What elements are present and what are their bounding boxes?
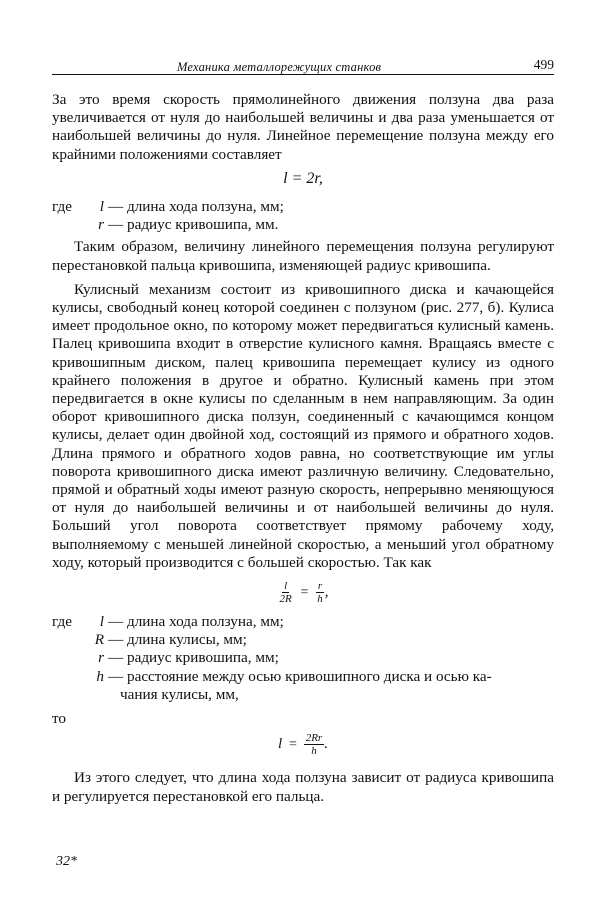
def-symbol: h <box>96 667 104 685</box>
def-symbol: l <box>99 613 104 631</box>
definition-row <box>52 216 554 234</box>
defs-lead: где <box>52 613 72 631</box>
paragraph-3: Кулисный механизм состоит из кривошипного диска и качающейся кулисы, свободный конец которой соединен с ползуном (рис. 277, б). Кулиса имеет продольное окно, по которому может передвигаться кулисный камень. Палец кривошипа входит в отверстие кулисного камня. Вращаясь вместе с кривошипным диском, палец кривошипа перемещает кулису из одного крайнего положения в другое и обратно. Кулисный камень при этом передвигается в окне кулисы по сделанным в нем направляющим. За один оборот кривошипного диска ползун, соединенный с качающимся концом кулисы, делает один двойной ход, состоящий из прямого и обратного ходов. Длина прямого и обратного ходов равна, но соответствующие им углы поворота кривошипного диска имеют различную величину. Следовательно, прямой и обратный ходы имеют разную скорость, непрерывно меняющуюся от нуля до наибольшей величины и от наибольшей величины до нуля. Больший угол поворота соответствует прямому рабочему ходу, выполняемому с меньшей линейной скоростью, а меньший угол обратному ходу, который производится с большей скоростью. Так как <box>52 280 554 571</box>
running-header <box>52 54 554 75</box>
def-text: — длина хода ползуна, мм; <box>108 198 284 216</box>
def-symbol: r <box>98 649 104 667</box>
formula-stroke-length: l = 2r, <box>283 169 323 187</box>
def-text-continuation: чания кулисы, мм, <box>120 685 239 703</box>
paragraph-4: Из этого следует, что длина хода ползуна зависит от радиуса кривошипа и регулируется перестановкой его пальца. <box>52 769 554 805</box>
paragraph-1: За это время скорость прямолинейного движения ползуна два раза увеличивается от нуля до наибольшей величины и два раза уменьшается от наибольшей величины до нуля. Линейное перемещение ползуна между его крайними положениями составляет <box>52 91 554 163</box>
definition-continuation <box>52 686 554 704</box>
def-symbol: r <box>98 216 104 234</box>
fraction-denominator: h <box>317 593 323 606</box>
conjunction: то <box>52 710 67 728</box>
definition-row <box>52 613 554 631</box>
definition-row <box>52 649 554 667</box>
fraction-denominator: h <box>311 745 317 758</box>
signature-mark: 32* <box>56 854 77 869</box>
definitions-1 <box>52 198 554 234</box>
def-text: — радиус кривошипа, мм; <box>108 649 279 667</box>
def-text: — длина хода ползуна, мм; <box>108 613 284 631</box>
fraction-numerator: l <box>284 580 288 593</box>
definition-row <box>52 668 554 686</box>
page-number: 499 <box>533 57 554 72</box>
formula-lhs: l <box>278 736 283 753</box>
formula-ratio <box>52 580 554 605</box>
equals-sign: = <box>300 585 309 601</box>
fraction-lhs <box>277 580 293 605</box>
page <box>52 54 554 806</box>
fraction-result <box>304 732 325 757</box>
def-text: — длина кулисы, мм; <box>108 631 247 649</box>
def-text: — радиус кривошипа, мм. <box>108 216 279 234</box>
def-text: — расстояние между осью кривошипного диска и осью ка- <box>108 667 492 685</box>
definitions-2 <box>52 613 554 704</box>
running-title: Механика металлорежущих станков <box>177 60 382 74</box>
fraction-denominator: 2R <box>279 593 292 606</box>
defs-lead: где <box>52 198 72 216</box>
definition-row <box>52 198 554 216</box>
formula-punctuation: , <box>324 583 329 601</box>
def-symbol: l <box>99 198 104 216</box>
equals-sign: = <box>288 737 297 753</box>
paragraph-2: Таким образом, величину линейного перемещения ползуна регулируют перестановкой пальца кривошипа, изменяющей радиус кривошипа. <box>52 238 554 274</box>
definition-row <box>52 631 554 649</box>
fraction-numerator: r <box>317 580 323 593</box>
fraction-rhs <box>315 580 325 605</box>
def-symbol: R <box>94 631 104 649</box>
formula-punctuation: . <box>324 735 328 753</box>
fraction-numerator: 2Rr <box>305 732 323 745</box>
formula-result <box>52 732 554 757</box>
